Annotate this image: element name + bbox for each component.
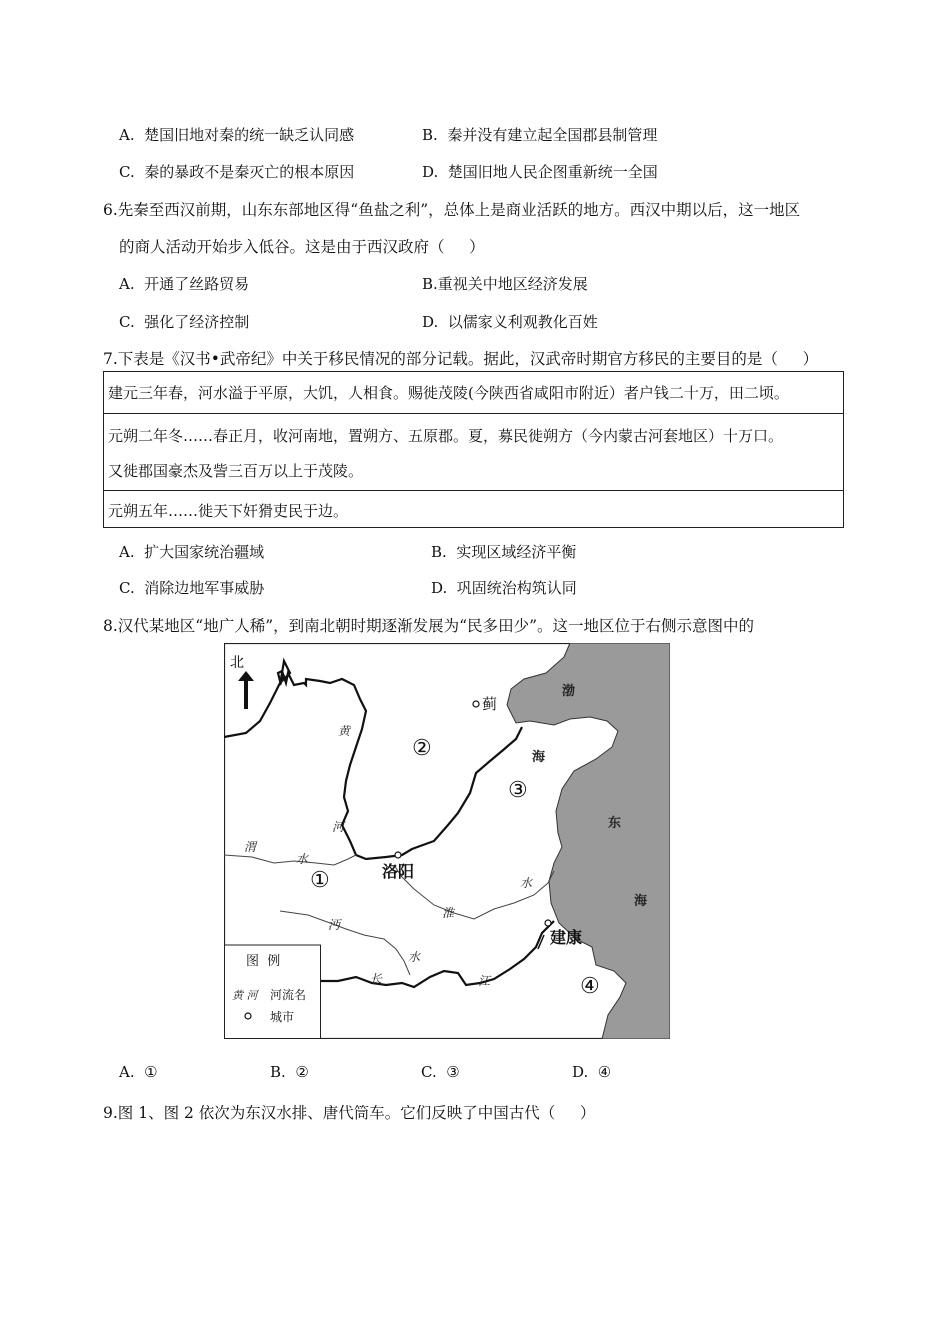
- marker-2: ②: [412, 736, 432, 761]
- legend-city-marker: [245, 1013, 251, 1019]
- legend-river-sample: 黄 河: [232, 989, 258, 1002]
- legend-city: 城市: [270, 1010, 295, 1024]
- q7-option-a: A. 扩大国家统治疆域: [119, 543, 265, 561]
- sea-label: 海: [532, 750, 546, 765]
- q7-stem: 7.下表是《汉书•武帝纪》中关于移民情况的部分记载。据此，汉武帝时期官方移民的主要目的是（ ）: [103, 350, 819, 368]
- q7-option-c: C. 消除边地军事威胁: [119, 579, 265, 597]
- city-label: 建康: [550, 928, 583, 947]
- q6-option-d: D. 以儒家义利观教化百姓: [422, 313, 598, 331]
- legend-title: 图 例: [246, 954, 281, 969]
- q5-option-d: D. 楚国旧地人民企图重新统一全国: [422, 163, 658, 181]
- city-marker: [395, 852, 401, 858]
- river-label: 河: [332, 820, 345, 834]
- city-marker: [545, 920, 551, 926]
- q9-stem: 9.图 1、图 2 依次为东汉水排、唐代筒车。它们反映了中国古代（ ）: [103, 1104, 596, 1122]
- table-cell: 元朔二年冬……春正月，收河南地，置朔方、五原郡。夏，募民徙朔方（今内蒙古河套地区）十万口。: [108, 427, 784, 445]
- city-label: 蓟: [482, 695, 498, 713]
- q8-option-a: A. ①: [119, 1063, 158, 1081]
- river-label: 沔: [328, 918, 341, 932]
- q8-stem: 8.汉代某地区“地广人稀”，到南北朝时期逐渐发展为“民多田少”。这一地区位于右侧示意图中的: [103, 617, 754, 635]
- table-cell: 又徙郡国豪杰及訾三百万以上于茂陵。: [108, 462, 364, 480]
- q8-option-c: C. ③: [421, 1063, 460, 1081]
- river-label: 水: [520, 876, 533, 890]
- table-row: [104, 372, 843, 414]
- table-row: [104, 491, 843, 529]
- city-marker: [473, 701, 479, 707]
- q6-option-c: C. 强化了经济控制: [119, 313, 250, 331]
- q6-stem-line1: 6.先秦至西汉前期，山东东部地区得“鱼盐之利”，总体上是商业活跃的地方。西汉中期以后，这一地区: [103, 201, 801, 219]
- river-label: 江: [478, 974, 491, 988]
- q8-option-b: B. ②: [270, 1063, 309, 1081]
- map-figure: [224, 643, 670, 1039]
- q6-stem-line2: 的商人活动开始步入低谷。这是由于西汉政府（ ）: [119, 238, 485, 256]
- q6-option-a: A. 开通了丝路贸易: [119, 275, 250, 293]
- sea-label: 东: [608, 816, 622, 831]
- q5-option-c: C. 秦的暴政不是秦灭亡的根本原因: [119, 163, 355, 181]
- river-label: 淮: [442, 906, 455, 920]
- river-label: 水: [408, 950, 421, 964]
- river-label: 水: [296, 852, 309, 866]
- marker-3: ③: [508, 778, 528, 803]
- sea-label: 海: [634, 894, 648, 909]
- q6-option-b: B.重视关中地区经济发展: [422, 275, 588, 293]
- q7-option-d: D. 巩固统治构筑认同: [431, 579, 577, 597]
- legend-river: 河流名: [270, 988, 307, 1002]
- river-label: 黄: [338, 724, 351, 738]
- table-row: [104, 414, 843, 491]
- sea-label: 渤: [562, 684, 576, 699]
- table-cell: 建元三年春，河水溢于平原，大饥，人相食。赐徙茂陵(今陕西省咸阳市附近）者户钱二十万，田二顷。: [108, 384, 789, 402]
- north-label: 北: [230, 655, 244, 671]
- q5-option-a: A. 楚国旧地对秦的统一缺乏认同感: [119, 126, 355, 144]
- marker-4: ④: [580, 974, 600, 999]
- q7-option-b: B. 实现区域经济平衡: [431, 543, 577, 561]
- q5-option-b: B. 秦并没有建立起全国郡县制管理: [422, 126, 658, 144]
- table-cell: 元朔五年……徙天下奸猾吏民于边。: [108, 502, 349, 520]
- q8-option-d: D. ④: [572, 1063, 612, 1081]
- q7-table: [103, 371, 844, 528]
- river-label: 渭: [244, 840, 257, 854]
- marker-1: ①: [310, 868, 330, 893]
- city-label: 洛阳: [382, 862, 415, 881]
- river-label: 长: [370, 972, 383, 986]
